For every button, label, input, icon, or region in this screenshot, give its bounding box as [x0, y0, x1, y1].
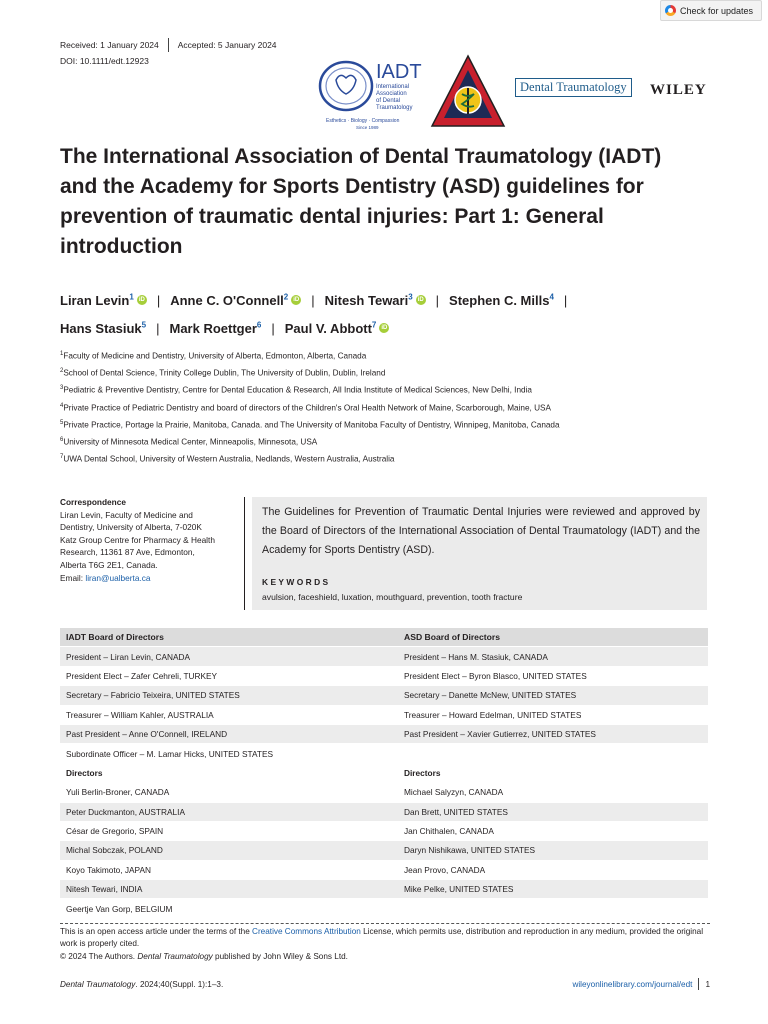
correspondence-line: Alberta T6G 2E1, Canada. — [60, 559, 158, 570]
iadt-logo-graphic — [318, 58, 424, 134]
iadt-logo-sub4: Traumatology — [376, 105, 413, 111]
orcid-icon[interactable]: iD — [293, 297, 300, 304]
author[interactable]: Paul V. Abbott$^7$ iD — [284, 320, 388, 336]
received-date: Received: 1 January 2024 — [60, 40, 159, 50]
iadt-logo — [318, 58, 424, 134]
table-cell: Past President – Anne O'Connell, IRELAND — [66, 729, 228, 740]
table-row — [60, 880, 708, 899]
asd-logo-graphic — [430, 54, 506, 130]
table-cell: César de Gregorio, SPAIN — [66, 826, 164, 837]
iadt-logo-since: Since 1989 — [356, 125, 379, 130]
keywords-heading: KEYWORDS — [262, 577, 331, 587]
table-row — [60, 822, 708, 841]
table-row — [60, 803, 708, 822]
affiliation: $^5$Private Practice, Portage la Prairie, Manitoba, Canada. and The University of Manitoba Faculty of Dentistry, Winnipeg, Manitoba, Canada — [60, 419, 560, 430]
table-cell: IADT Board of Directors — [66, 632, 164, 643]
asd-logo — [430, 54, 506, 130]
table-cell: Dan Brett, UNITED STATES — [404, 806, 508, 817]
table-row — [60, 667, 708, 686]
check-for-updates-button[interactable] — [660, 0, 762, 21]
author-separator: | — [156, 320, 160, 336]
author[interactable]: Nitesh Tewari$^3$ iD — [324, 293, 424, 309]
page-number: 1 — [705, 979, 710, 989]
table-cell: Directors — [404, 767, 441, 778]
table-cell: Michal Sobczak, POLAND — [66, 845, 163, 856]
table-cell: Jean Provo, CANADA — [404, 864, 486, 875]
table-cell: Geertje Van Gorp, BELGIUM — [66, 903, 173, 914]
author[interactable]: Mark Roettger$^6$ — [169, 320, 262, 336]
table-row — [60, 841, 708, 860]
doi: DOI: 10.1111/edt.12923 — [60, 56, 149, 66]
table-cell: Treasurer – Howard Edelman, UNITED STATES — [404, 709, 582, 720]
email-link[interactable]: liran@ualberta.ca — [85, 572, 151, 583]
correspondence — [60, 496, 238, 584]
table-row — [60, 899, 708, 918]
author-separator: | — [563, 293, 568, 309]
page-footer — [60, 978, 710, 990]
table-row — [60, 783, 708, 802]
iadt-logo-sub2: Association — [376, 91, 407, 97]
table-cell: President – Liran Levin, CANADA — [66, 651, 191, 662]
table-cell: Treasurer – William Kahler, AUSTRALIA — [66, 709, 214, 720]
table-row — [60, 725, 708, 744]
affiliation: $^2$School of Dental Science, Trinity College Dublin, The University of Dublin, Dublin, Ireland — [60, 368, 386, 378]
orcid-icon[interactable]: iD — [381, 324, 388, 331]
affiliations — [60, 347, 740, 467]
date-divider — [168, 38, 169, 52]
iadt-logo-name: IADT — [376, 61, 422, 83]
orcid-icon[interactable]: iD — [138, 297, 145, 304]
table-cell: Secretary – Danette McNew, UNITED STATES — [404, 690, 577, 701]
author[interactable]: Anne C. O'Connell$^2$ iD — [170, 293, 300, 309]
author-separator: | — [156, 293, 161, 309]
article-title: The International Association of Dental Traumatology (IADT) and the Academy for Sports Dentistry (ASD) guidelines for prevention of traumatic dental injuries: Part 1: General introduction — [60, 145, 662, 258]
table-cell: Michael Salyzyn, CANADA — [404, 787, 504, 798]
table-header-row — [60, 628, 708, 647]
affiliation: $^1$Faculty of Medicine and Dentistry, University of Alberta, Edmonton, Alberta, Canada — [60, 351, 367, 361]
table-row — [60, 861, 708, 880]
author[interactable]: Stephen C. Mills$^4$ — [449, 293, 554, 309]
divider-line — [244, 497, 245, 610]
table-cell: Directors — [66, 767, 103, 778]
table-cell: Daryn Nishikawa, UNITED STATES — [404, 845, 536, 856]
orcid-icon[interactable]: iD — [417, 297, 424, 304]
license-text: This is an open access article under the terms of the Creative Commons Attribution License, which permits use, distribution and reproduction in any medium, provided the original work is properly cited. © 2024 The Authors. Dental Traumatology published by John Wiley & Sons Ltd. — [60, 927, 704, 961]
iadt-logo-tagline: Esthetics · Biology · Compassion — [326, 118, 400, 124]
correspondence-line: Katz Group Centre for Pharmacy & Health — [60, 534, 215, 545]
author-separator: | — [311, 293, 315, 309]
affiliation: $^3$Pediatric & Preventive Dentistry, Centre for Dental Education & Research, All India Institute of Medical Sciences, New Delhi, India — [60, 385, 532, 396]
journal-url-link[interactable]: wileyonlinelibrary.com/journal/edt — [572, 979, 693, 989]
board-table — [60, 628, 708, 919]
article-dates — [60, 38, 277, 52]
table-cell: Peter Duckmanton, AUSTRALIA — [66, 806, 185, 817]
table-cell: Subordinate Officer – M. Lamar Hicks, UNITED STATES — [66, 748, 274, 759]
citation: Dental Traumatology. 2024;40(Suppl. 1):1–3. — [60, 979, 224, 989]
table-cell: Nitesh Tewari, INDIA — [66, 884, 143, 895]
table-cell: President Elect – Zafer Cehreli, TURKEY — [66, 670, 218, 681]
affiliation: $^4$Private Practice of Pediatric Dentistry and board of directors of the Children's Oral Health Network of Maine, Scarborough, Maine, USA — [60, 402, 551, 413]
author-line-2 — [60, 313, 720, 340]
affiliation: $^7$UWA Dental School, University of Western Australia, Nedlands, Western Australia, Australia — [60, 454, 395, 464]
author[interactable]: Liran Levin$^1$ iD — [60, 293, 145, 309]
table-cell: ASD Board of Directors — [404, 632, 500, 643]
abstract-text: The Guidelines for Prevention of Traumatic Dental Injuries were reviewed and approved by the Board of Directors of the International Association of Dental Traumatology (IADT) and the Academy for Sports Dentistry (ASD). — [262, 506, 700, 556]
footer-divider — [60, 923, 710, 924]
license-link[interactable]: Creative Commons Attribution — [252, 927, 361, 936]
footer-separator — [698, 978, 699, 990]
author-list — [60, 286, 720, 341]
author-line-1 — [60, 286, 720, 313]
table-row — [60, 744, 708, 763]
correspondence-heading: Correspondence — [60, 497, 126, 507]
affiliation: $^6$University of Minnesota Medical Center, Minneapolis, Minnesota, USA — [60, 436, 318, 447]
author[interactable]: Hans Stasiuk$^5$ — [60, 320, 147, 336]
table-cell: Past President – Xavier Gutierrez, UNITED STATES — [404, 729, 596, 740]
table-cell: Secretary – Fabricio Teixeira, UNITED STATES — [66, 690, 240, 701]
journal-logo: Dental Traumatology — [515, 78, 632, 97]
table-cell: President – Hans M. Stasiuk, CANADA — [404, 651, 548, 662]
publisher-logo: WILEY — [650, 82, 707, 98]
table-row — [60, 647, 708, 666]
table-cell: Koyo Takimoto, JAPAN — [66, 864, 152, 875]
table-cell: President Elect – Byron Blasco, UNITED STATES — [404, 670, 587, 681]
correspondence-line: Research, 11361 87 Ave, Edmonton, — [60, 547, 195, 558]
table-row — [60, 706, 708, 725]
iadt-logo-sub1: International — [376, 84, 410, 90]
table-cell: Mike Pelke, UNITED STATES — [404, 884, 514, 895]
crossmark-icon — [665, 5, 676, 16]
author-separator: | — [271, 320, 275, 336]
accepted-date: Accepted: 5 January 2024 — [177, 40, 277, 50]
table-row — [60, 686, 708, 705]
iadt-logo-sub3: of Dental — [376, 98, 401, 104]
author-separator: | — [435, 293, 440, 309]
table-cell: Jan Chithalen, CANADA — [404, 826, 494, 837]
table-cell: Yuli Berlin-Broner, CANADA — [66, 787, 170, 798]
check-for-updates-label: Check for updates — [679, 5, 753, 16]
table-row — [60, 764, 708, 783]
correspondence-line: Dentistry, University of Alberta, 7-020K — [60, 522, 202, 533]
correspondence-email-row: Email: liran@ualberta.ca — [60, 572, 151, 583]
correspondence-line: Liran Levin, Faculty of Medicine and — [60, 509, 193, 520]
keywords: avulsion, faceshield, luxation, mouthguard, prevention, tooth fracture — [262, 592, 523, 602]
